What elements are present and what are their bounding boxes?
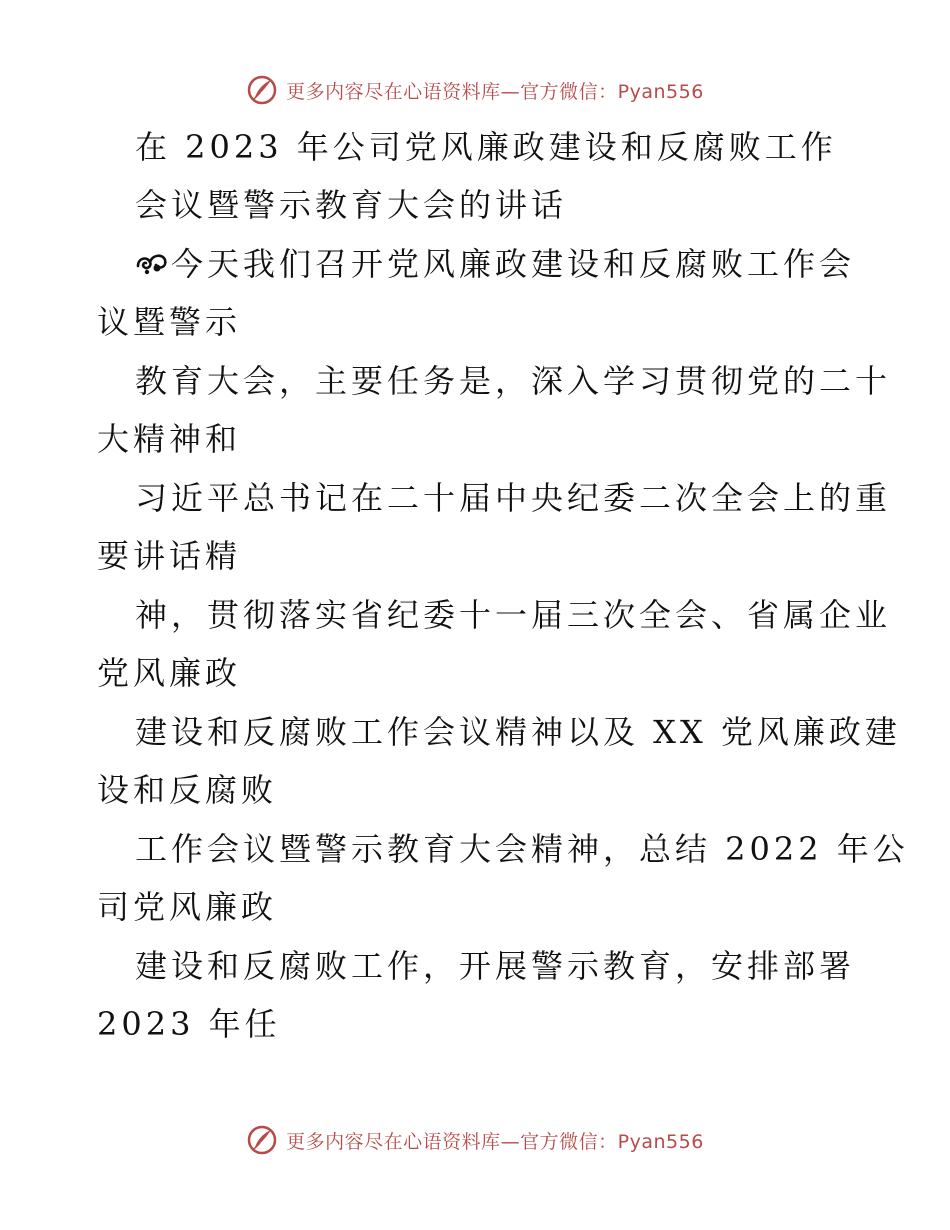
document-title-line-2: 会议暨警示教育大会的讲话 [135, 186, 568, 224]
paragraph-line: 建设和反腐败工作会议精神以及 XX 党风廉政建 [135, 713, 901, 751]
paragraph-line: 大精神和 [97, 420, 242, 458]
paragraph-line: 要讲话精 [97, 537, 242, 575]
feather-quill-logo [246, 74, 278, 106]
paragraph-line: 习近平总书记在二十届中央纪委二次全会上的重 [135, 479, 892, 517]
paragraph-line: 设和反腐败 [97, 771, 278, 809]
paragraph-text: 今天我们召开党风廉政建设和反腐败工作会 [171, 245, 856, 283]
watermark-text: 更多内容尽在心语资料库—官方微信：Pyan556 [286, 80, 704, 103]
paragraph-line: 党风廉政 [97, 654, 242, 692]
paragraph-line: 司党风廉政 [97, 888, 278, 926]
paragraph-line: 教育大会，主要任务是，深入学习贯彻党的二十 [135, 362, 892, 400]
paragraph-line: 建设和反腐败工作，开展警示教育，安排部署 [135, 947, 856, 985]
feather-quill-logo [246, 1124, 278, 1156]
header-watermark [0, 70, 950, 110]
paragraph-line: 2023 年任 [97, 1005, 281, 1043]
paragraph-line: 神，贯彻落实省纪委十一届三次全会、省属企业 [135, 596, 892, 634]
paragraph-line: 议暨警示 [97, 303, 242, 341]
watermark-text: 更多内容尽在心语资料库—官方微信：Pyan556 [286, 1130, 704, 1153]
paragraph-line: 工作会议暨警示教育大会精神，总结 2022 年公 [135, 830, 909, 868]
footer-watermark [0, 1120, 950, 1160]
document-title-line-1: 在 2023 年公司党风廉政建设和反腐败工作 [135, 128, 837, 166]
ornament-bullet-icon [135, 248, 169, 278]
paragraph-line [135, 244, 855, 284]
